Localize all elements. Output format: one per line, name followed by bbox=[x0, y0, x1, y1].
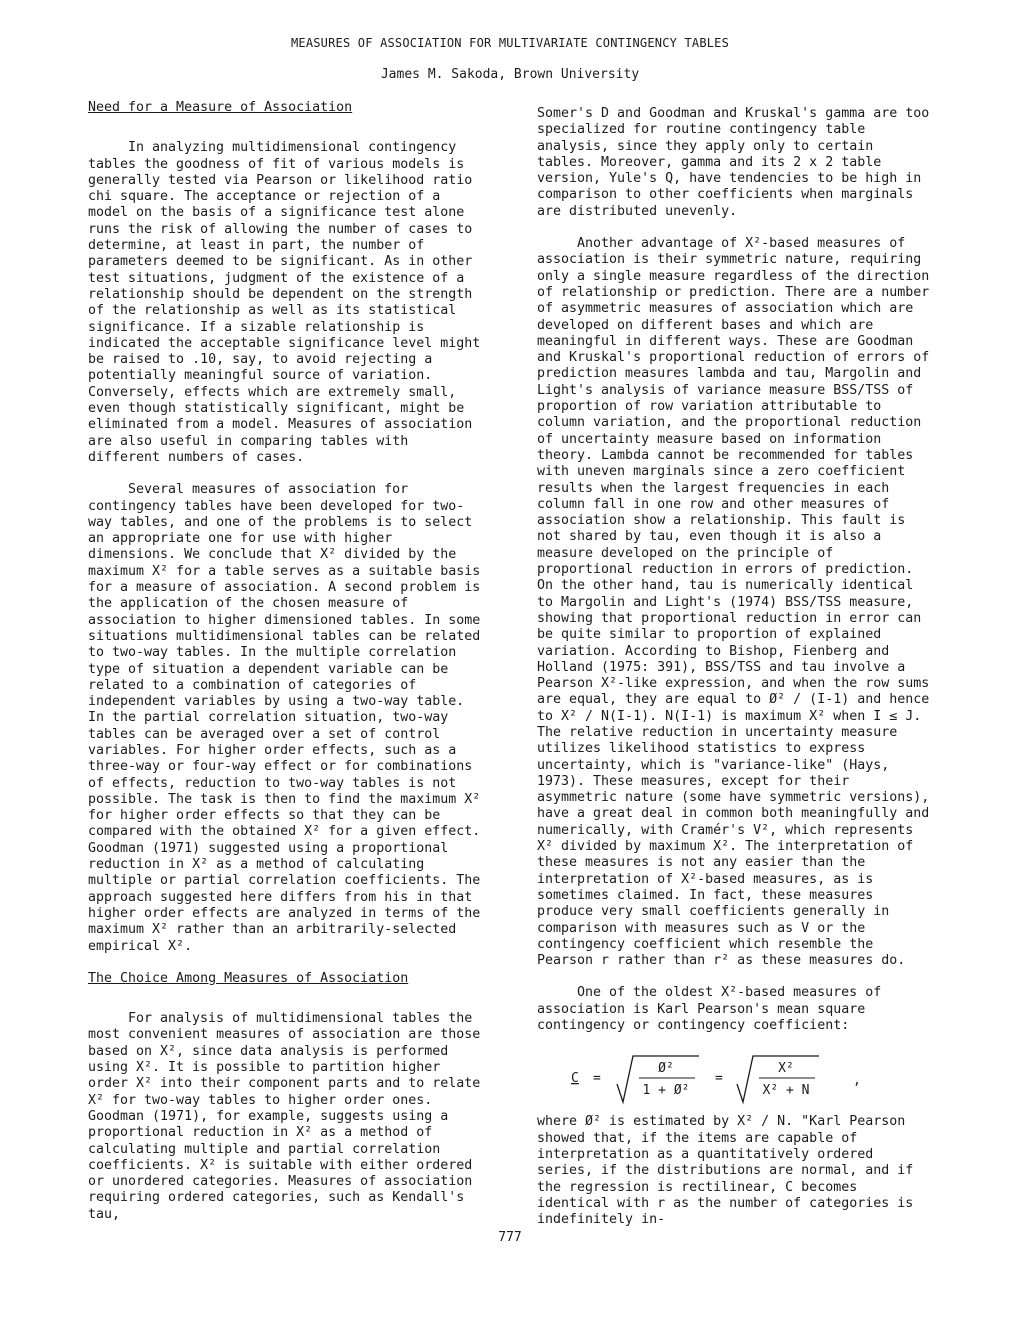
right-column bbox=[537, 106, 937, 1244]
formula-equals-2: = bbox=[715, 1071, 723, 1087]
paragraph-right-2: Another advantage of X²-based measures of association is their symmetric nature, requiring only a single measure regardless of the direction of relationship or prediction. There are a number of asymmetric measures of association which are developed on different bases and which are meaningful in different ways. These are Goodman and Kruskal's proportional reduction of errors of prediction measures lambda and tau, Margolin and Light's analysis of variance measure BSS/TSS of proportion of row variation attributable to column variation, and the proportional reduction of uncertainty measure based on information theory. Lambda cannot be recommended for tables with uneven marginals since a zero coefficient results when the largest frequencies in each column fall in one row and other measures of association show a relationship. This fault is not shared by tau, even though it is also a measure developed on the principle of proportional reduction in errors of prediction. On the other hand, tau is numerically identical to Margolin and Light's (1974) BSS/TSS measure, showing that proportional reduction in error can be quite similar to proportion of explained variation. According to Bishop, Fienberg and Holland (1975: 391), BSS/TSS and tau involve a Pearson X²-like expression, and when the row sums are equal, they are equal to Ø² / (I-1) and hence to X² / N(I-1). N(I-1) is maximum X² when I ≤ J. The relative reduction in uncertainty measure utilizes likelihood statistics to express uncertainty, which is "variance-like" (Hays, 1973). These measures, except for their asymmetric nature (some have symmetric versions), have a great deal in common both meaningfully and numerically, with Cramér's V², which represents X² divided by maximum X². The interpretation of these measures is not any easier than the interpretation of X²-based measures, as is sometimes claimed. In fact, these measures produce very small coefficients generally in comparison with measures such as V or the contingency coefficient which resemble the Pearson r rather than r² as these measures do. bbox=[537, 236, 930, 969]
author-line: James M. Sakoda, Brown University bbox=[380, 67, 640, 82]
formula-graphic bbox=[567, 1048, 897, 1108]
paragraph-right-4: where Ø² is estimated by X² / N. "Karl Pearson showed that, if the items are capable of interpretation as a quantitatively ordered series, if the distributions are normal, and if the regression is rectilinear, C becomes identical with r as the number of categories is indefinitely in- bbox=[537, 1114, 914, 1228]
paragraph-right-1: Somer's D and Goodman and Kruskal's gamma are too specialized for routine contingency table analysis, since they apply only to certain tables. Moreover, gamma and its 2 x 2 table version, Yule's Q, have tendencies to be high in comparison to other coefficients when marginals are distributed unevenly. bbox=[537, 106, 930, 219]
paper-title: MEASURES OF ASSOCIATION FOR MULTIVARIATE CONTINGENCY TABLES bbox=[290, 36, 730, 50]
formula-lhs: C bbox=[571, 1071, 579, 1087]
paragraph-need-1: In analyzing multidimensional contingency tables the goodness of fit of various models is generally tested via Pearson or likelihood ratio chi square. The acceptance or rejection of a model on the basis of a significance test alone runs the risk of allowing the number of cases to determine, at least in part, the number of parameters deemed to be significant. As in other test situations, judgment of the existence of a relationship should be dependent on the strength of the relationship as well as its statistical significance. If a sizable relationship is indicated the acceptable significance level might be raised to .10, say, to avoid rejecting a potentially meaningful source of variation. Conversely, effects which are extremely small, even though statistically significant, might be eliminated from a model. Measures of association are also useful in comparing tables with different numbers of cases. bbox=[88, 140, 481, 465]
page-number: 777 bbox=[498, 1230, 522, 1245]
section-heading-choice: The Choice Among Measures of Association bbox=[88, 970, 409, 986]
contingency-coefficient-formula bbox=[567, 1050, 937, 1106]
formula-equals-1: = bbox=[593, 1071, 601, 1087]
formula-trailing-comma: , bbox=[853, 1073, 861, 1089]
formula-denominator-2: X² + N bbox=[762, 1083, 810, 1099]
paragraph-right-3: One of the oldest X²-based measures of association is Karl Pearson's mean square contingency or contingency coefficient: bbox=[537, 985, 882, 1034]
left-column bbox=[88, 100, 488, 1239]
paragraph-need-2: Several measures of association for contingency tables have been developed for two-way tables, and one of the problems is to select an appropriate one for use with higher dimensions. We conclude that X² divided by the maximum X² for a table serves as a suitable basis for a measure of association. A second problem is the application of the chosen measure of association to higher dimensioned tables. In some situations multidimensional tables can be related to two-way tables. In the multiple correlation type of situation a dependent variable can be related to a combination of categories of independent variables by using a two-way table. In the partial correlation situation, two-way tables can be averaged over a set of control variables. For higher order effects, such as a three-way or four-way effect or for combinations of effects, reduction to two-way tables is not possible. The task is then to find the maximum X² for higher order effects so that they can be compared with the obtained X² for a given effect. Goodman (1971) suggested using a proportional reduction in X² as a method of calculating multiple or partial correlation coefficients. The approach suggested here differs from his in that higher order effects are analyzed in terms of the maximum X² rather than an arbitrarily-selected empirical X². bbox=[88, 482, 481, 954]
formula-denominator-1: 1 + Ø² bbox=[642, 1083, 690, 1099]
formula-numerator-1: Ø² bbox=[658, 1061, 674, 1077]
formula-numerator-2: X² bbox=[778, 1061, 794, 1077]
paragraph-choice-1: For analysis of multidimensional tables the most convenient measures of association are those based on X², since data analysis is performed using X². It is possible to partition higher order X² into their component parts and to relate X² for two-way tables to higher order ones. Goodman (1971), for example, suggests using a proportional reduction in X² as a method of calculating multiple and partial correlation coefficients. X² is suitable with either ordered or unordered categories. Measures of association requiring ordered categories, such as Kendall's tau, bbox=[88, 1011, 481, 1222]
section-heading-need: Need for a Measure of Association bbox=[88, 100, 353, 115]
